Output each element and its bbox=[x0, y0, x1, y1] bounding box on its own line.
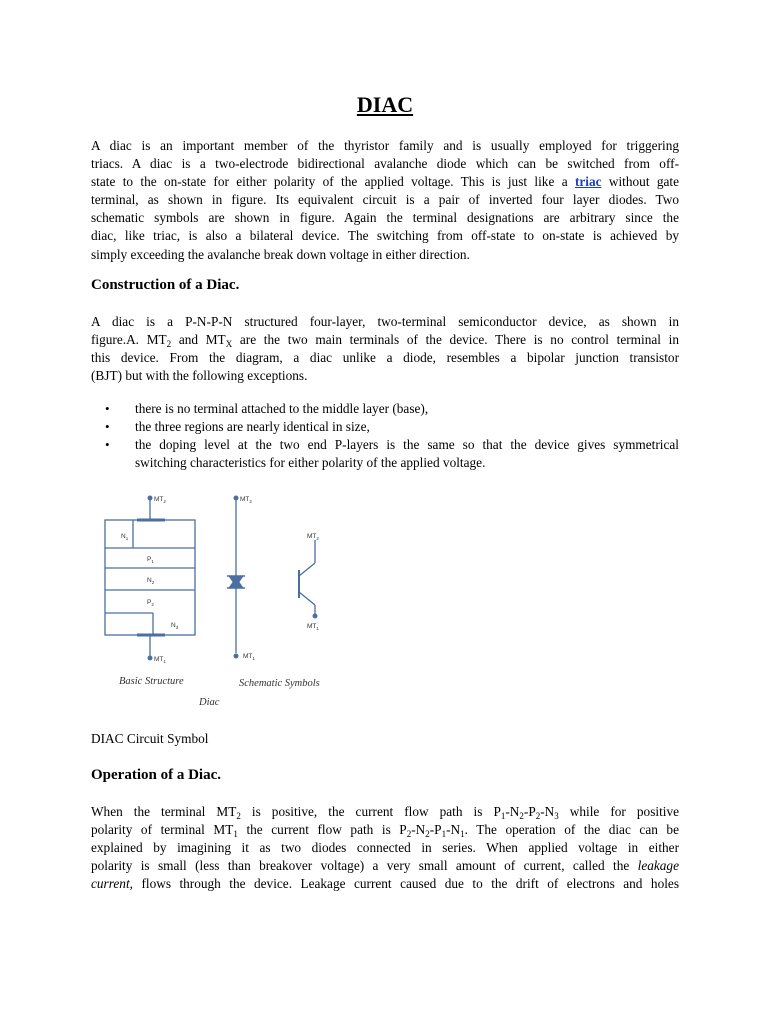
operation-paragraph bbox=[91, 803, 679, 893]
label-mt1: $MT_1$ bbox=[154, 656, 166, 664]
triac-link[interactable]: triac bbox=[574, 174, 602, 190]
list-item-text: the three regions are nearly identical in size, bbox=[135, 419, 370, 435]
intro-line: A diac is an important member of the thyristor family and is usually employed for triggering bbox=[91, 138, 679, 153]
intro-line: terminal, as shown in figure. Its equivalent circuit is a pair of inverted four layer diodes. Two bbox=[91, 192, 679, 208]
list-item bbox=[91, 418, 679, 436]
bjt-diag-top bbox=[299, 563, 315, 576]
text-run: are the two main terminals of the device. There is no control terminal in bbox=[232, 332, 679, 348]
bullet-icon: • bbox=[105, 419, 110, 435]
label-diac: Diac bbox=[199, 697, 220, 708]
text-run: polarity is small (less than breakover voltage) a very small amount of current, called the bbox=[91, 858, 638, 874]
figure-caption: DIAC Circuit Symbol bbox=[91, 731, 209, 746]
label-schematic-mt1: $MT_1$ bbox=[243, 653, 255, 661]
terminal-dot bbox=[313, 614, 317, 618]
subscript: 1 bbox=[500, 811, 506, 821]
label-p1: $P_1$ bbox=[147, 556, 154, 564]
subscript: 2 bbox=[406, 829, 412, 840]
label-mt2: $MT_2$ bbox=[154, 496, 166, 504]
text-run: figure.A. MT bbox=[91, 332, 167, 348]
construction-line: this device. From the diagram, a diac unlike a diode, resembles a bipolar junction transistor bbox=[91, 350, 679, 366]
subscript: 2 bbox=[236, 811, 241, 821]
bjt-diag-bottom bbox=[299, 592, 315, 605]
operation-line bbox=[91, 821, 679, 839]
intro-paragraph bbox=[91, 137, 679, 264]
list-item bbox=[91, 436, 679, 472]
text-run: -N bbox=[446, 822, 461, 838]
text-run: -P bbox=[523, 804, 536, 819]
label-p2: $P_2$ bbox=[147, 599, 154, 607]
construction-line: A diac is a P-N-P-N structured four-layer, two-terminal semiconductor device, as shown in bbox=[91, 314, 679, 329]
terminal-dot bbox=[234, 654, 238, 658]
construction-heading: Construction of a Diac. bbox=[91, 277, 240, 293]
exceptions-list bbox=[91, 400, 679, 472]
subscript: 2 bbox=[519, 811, 524, 821]
text-run: the current flow path is P bbox=[237, 822, 407, 838]
terminal-dot bbox=[148, 656, 152, 660]
intro-line-text: without gate bbox=[601, 174, 679, 190]
label-schematic-mt2: $MT_2$ bbox=[240, 496, 252, 504]
text-run: -N bbox=[540, 804, 555, 819]
subscript: 2 bbox=[425, 829, 430, 840]
list-item bbox=[91, 400, 679, 418]
page-title: DIAC bbox=[356, 92, 414, 117]
list-item-text: there is no terminal attached to the middle layer (base), bbox=[135, 401, 429, 416]
operation-line bbox=[91, 857, 679, 875]
text-run: is positive, the current flow path is P bbox=[240, 804, 501, 819]
bullet-icon: • bbox=[105, 401, 110, 416]
text-run: When the terminal MT bbox=[91, 804, 237, 819]
text-run: flows through the device. Leakage current caused due to the drift of electrons and holes bbox=[132, 876, 679, 892]
label-n1: $N_1$ bbox=[121, 533, 129, 541]
text-run: -N bbox=[411, 822, 426, 838]
intro-line: triacs. A diac is a two-electrode bidirectional avalanche diode which can be switched from off- bbox=[91, 156, 679, 172]
label-schematic-symbols: Schematic Symbols bbox=[239, 678, 320, 689]
subscript: 2 bbox=[166, 339, 172, 350]
operation-heading: Operation of a Diac. bbox=[91, 767, 221, 783]
subscript: 1 bbox=[460, 829, 465, 840]
italic-term: current, bbox=[91, 876, 133, 892]
text-run: -N bbox=[505, 804, 520, 819]
terminal-dot bbox=[234, 496, 238, 500]
list-item-text: switching characteristics for either polarity of the applied voltage. bbox=[135, 455, 486, 471]
operation-line: explained by imagining it as two diodes connected in series. When applied voltage in either bbox=[91, 840, 679, 856]
label-bjt-mt2: $MT_2$ bbox=[307, 533, 319, 541]
construction-line bbox=[91, 331, 679, 349]
operation-line bbox=[91, 803, 679, 821]
label-n2: $N_2$ bbox=[147, 577, 155, 585]
italic-term: leakage bbox=[637, 858, 679, 874]
intro-line: simply exceeding the avalanche break down voltage in either direction. bbox=[91, 246, 470, 262]
intro-line-text: state to the on-state for either polarity of the applied voltage. This is just like a bbox=[91, 174, 575, 190]
text-run: while for positive bbox=[558, 804, 680, 819]
subscript: 2 bbox=[535, 811, 541, 821]
construction-line: (BJT) but with the following exceptions. bbox=[91, 368, 308, 384]
text-run: -P bbox=[429, 822, 442, 838]
terminal-dot bbox=[148, 496, 152, 500]
text-run: . The operation of the diac can be bbox=[464, 822, 679, 838]
intro-line: diac, like triac, is also a bilateral device. The switching from off-state to on-state is achieved by bbox=[91, 228, 679, 244]
label-basic-structure: Basic Structure bbox=[119, 676, 184, 687]
text-run: and MT bbox=[171, 332, 226, 348]
label-n3: $N_3$ bbox=[171, 622, 179, 630]
subscript: 3 bbox=[554, 811, 559, 821]
subscript: X bbox=[225, 339, 233, 350]
diac-figure bbox=[93, 488, 363, 713]
subscript: 1 bbox=[233, 829, 238, 840]
text-run: polarity of terminal MT bbox=[91, 822, 234, 838]
construction-paragraph bbox=[91, 313, 679, 385]
label-bjt-mt1: $MT_1$ bbox=[307, 623, 319, 631]
subscript: 1 bbox=[441, 829, 447, 840]
operation-line bbox=[91, 875, 679, 893]
bullet-icon: • bbox=[105, 437, 110, 453]
intro-line bbox=[91, 173, 679, 191]
list-item-text: the doping level at the two end P-layers is the same so that the device gives symmetrical bbox=[135, 437, 679, 453]
intro-line: schematic symbols are shown in figure. Again the terminal designations are arbitrary since the bbox=[91, 210, 679, 226]
